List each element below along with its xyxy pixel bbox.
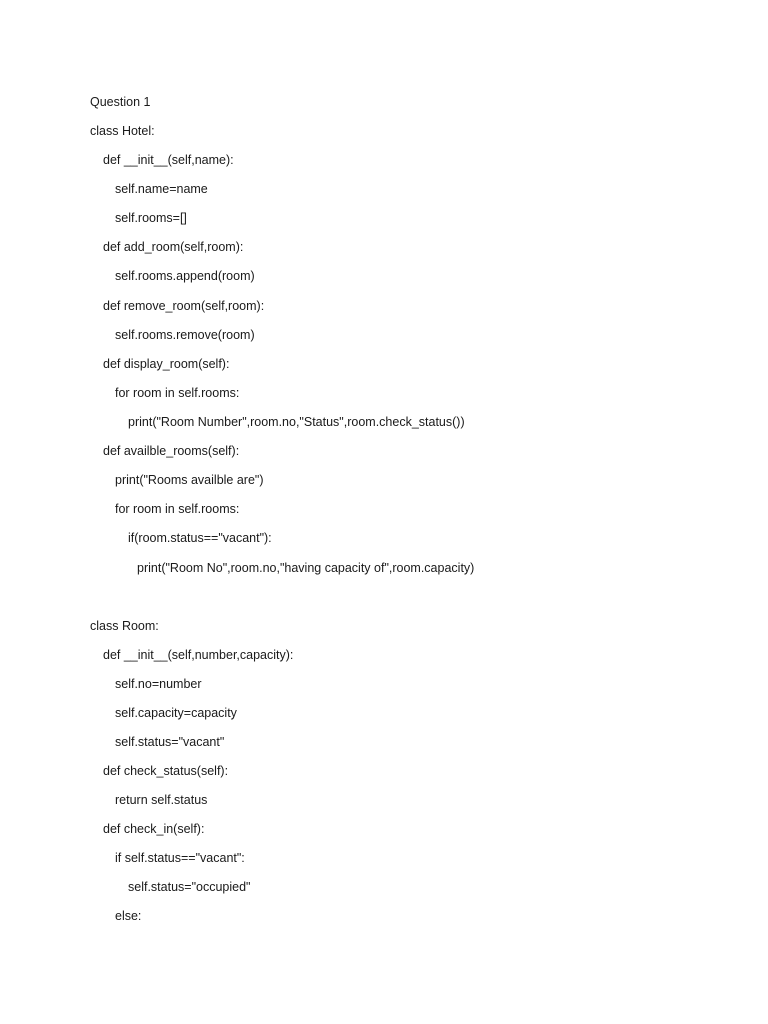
code-line: def add_room(self,room): [103, 240, 244, 254]
code-line: def __init__(self,name): [103, 153, 234, 167]
code-line: return self.status [115, 793, 208, 807]
code-line: def __init__(self,number,capacity): [103, 648, 294, 662]
code-line: def display_room(self): [103, 357, 230, 371]
code-line: self.status="vacant" [115, 735, 225, 749]
code-line: self.rooms=[] [115, 211, 187, 225]
code-line: class Hotel: [90, 124, 155, 138]
code-line: self.name=name [115, 182, 208, 196]
code-line: def check_in(self): [103, 822, 205, 836]
code-line: self.rooms.append(room) [115, 269, 255, 283]
code-line: def check_status(self): [103, 764, 229, 778]
code-line: if self.status=="vacant": [115, 851, 245, 865]
code-line: self.no=number [115, 677, 202, 691]
code-line: print("Room Number",room.no,"Status",room.check_status()) [128, 415, 465, 429]
question-heading: Question 1 [90, 95, 151, 109]
code-line: if(room.status=="vacant"): [128, 531, 272, 545]
code-line: print("Rooms availble are") [115, 473, 264, 487]
code-line: self.status="occupied" [128, 880, 251, 894]
code-line: for room in self.rooms: [115, 386, 240, 400]
code-line: self.capacity=capacity [115, 706, 237, 720]
code-line: else: [115, 909, 142, 923]
code-line: for room in self.rooms: [115, 502, 240, 516]
code-line: def availble_rooms(self): [103, 444, 240, 458]
code-line: print("Room No",room.no,"having capacity of",room.capacity) [137, 561, 475, 575]
code-line: self.rooms.remove(room) [115, 328, 255, 342]
code-line: def remove_room(self,room): [103, 299, 265, 313]
code-line: class Room: [90, 619, 159, 633]
